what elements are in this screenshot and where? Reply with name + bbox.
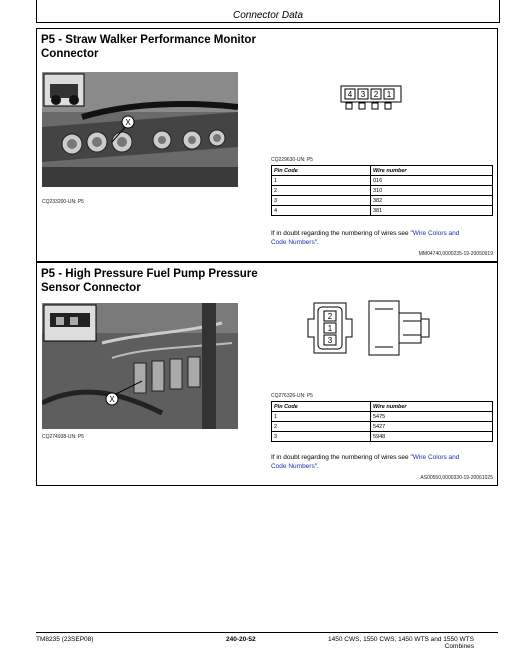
table-row	[272, 196, 493, 206]
footer-page-number: 240-20-52	[226, 636, 256, 643]
section-straw-walker-connector	[36, 28, 498, 262]
pin-label: 1	[386, 90, 392, 99]
pin-label: 4	[347, 90, 353, 99]
pin-label: 3	[360, 90, 366, 99]
footer-models	[328, 636, 474, 650]
table-header-row	[272, 402, 493, 412]
code-numbers-link[interactable]: Code Numbers	[271, 463, 315, 470]
wire-colors-link[interactable]: Wire Colors and	[412, 454, 460, 461]
code-numbers-link[interactable]: Code Numbers	[271, 239, 315, 246]
table-row	[272, 176, 493, 186]
pin-code-cell: 1	[272, 412, 371, 422]
photo-callout-x: X	[125, 118, 131, 127]
footer-doc-id: TM8235 (23SEP08)	[36, 636, 94, 643]
section-title-line2: Connector	[41, 48, 99, 60]
pin-code-cell: 2	[272, 422, 371, 432]
pin-table	[271, 165, 493, 216]
pin-code-cell: 4	[272, 206, 371, 216]
connector-photo	[42, 72, 238, 187]
pin-code-cell: 3	[272, 432, 371, 442]
note-text: If in doubt regarding the numbering of wires see "	[271, 230, 413, 237]
wire-colors-link[interactable]: Wire Colors and	[412, 230, 460, 237]
wire-note	[271, 229, 495, 247]
photo-callout-x: X	[109, 395, 115, 404]
footer-product: Combines	[444, 643, 474, 650]
pin-table	[271, 401, 493, 442]
wire-number-cell: 382	[371, 196, 493, 206]
table-caption: CQ276326-UN: P5	[271, 393, 313, 399]
photo-caption: CQ274938-UN: P5	[42, 434, 84, 440]
note-text: If in doubt regarding the numbering of wires see "	[271, 454, 413, 461]
section-fuel-pump-sensor-connector	[36, 262, 498, 486]
wire-number-cell: 310	[371, 186, 493, 196]
table-row	[272, 186, 493, 196]
footer-model-list: 1450 CWS, 1550 CWS, 1450 WTS and 1550 WTS	[328, 636, 474, 643]
note-suffix: ".	[314, 463, 319, 470]
reference-code: AS00550,0000330-19-20061025	[420, 475, 493, 481]
table-row	[272, 422, 493, 432]
wire-number-cell: 5427	[371, 422, 493, 432]
connector-photo	[42, 303, 238, 429]
pin-code-cell: 3	[272, 196, 371, 206]
wire-number-cell: 016	[371, 176, 493, 186]
pin-code-cell: 2	[272, 186, 371, 196]
connector-side-diagram	[367, 299, 433, 357]
column-header: Pin Code	[272, 402, 371, 412]
pin-label: 2	[373, 90, 379, 99]
header-title: Connector Data	[232, 10, 304, 21]
table-header-row	[272, 166, 493, 176]
note-suffix: ".	[314, 239, 319, 246]
column-header: Wire number	[371, 402, 493, 412]
table-row	[272, 412, 493, 422]
pin-label: 2	[327, 312, 333, 321]
table-row	[272, 206, 493, 216]
wire-number-cell: 5475	[371, 412, 493, 422]
pin-code-cell: 1	[272, 176, 371, 186]
footer-rule	[36, 632, 498, 633]
section-title-line2: Sensor Connector	[41, 282, 141, 294]
wire-note	[271, 453, 495, 471]
column-header: Wire number	[371, 166, 493, 176]
reference-code: MM04740,0000235-19-20050919	[418, 251, 493, 257]
photo-caption: CQ233200-UN: P5	[42, 199, 84, 205]
column-header: Pin Code	[272, 166, 371, 176]
page-header	[36, 0, 500, 23]
section-title-line1: P5 - Straw Walker Performance Monitor	[41, 34, 256, 46]
wire-number-cell: 381	[371, 206, 493, 216]
connector-diagram	[340, 85, 402, 111]
section-title	[41, 267, 258, 295]
section-title	[41, 33, 256, 61]
pin-label: 3	[327, 336, 333, 345]
table-caption: CQ229630-UN: P5	[271, 157, 313, 163]
pin-label: 1	[327, 324, 333, 333]
wire-number-cell: 5948	[371, 432, 493, 442]
section-title-line1: P5 - High Pressure Fuel Pump Pressure	[41, 268, 258, 280]
table-row	[272, 432, 493, 442]
connector-front-diagram	[304, 299, 356, 357]
